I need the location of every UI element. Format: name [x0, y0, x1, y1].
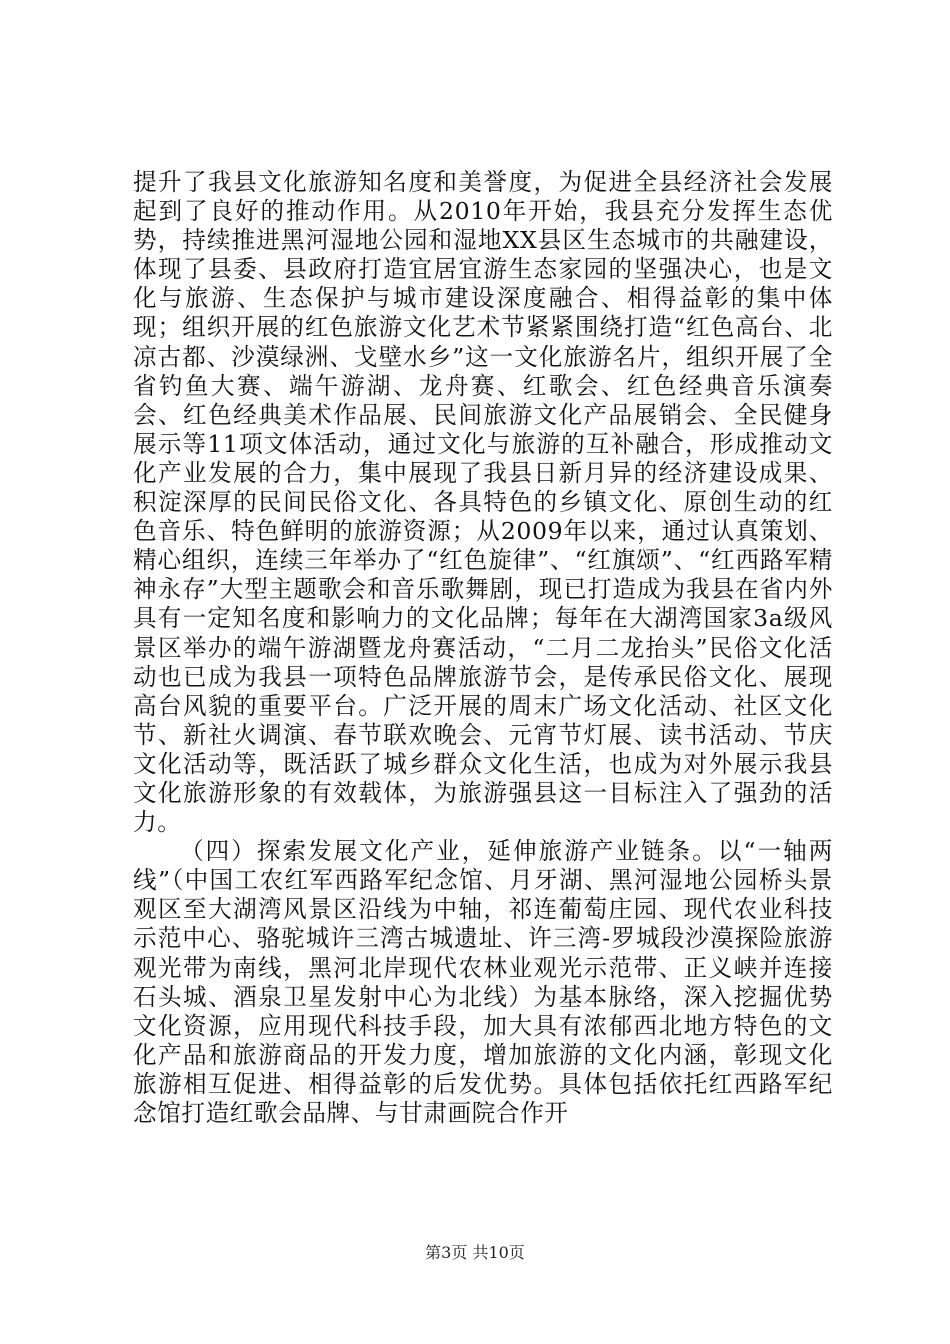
paragraph-1: 提升了我县文化旅游知名度和美誉度，为促进全县经济社会发展起到了良好的推动作用。从2010年开始，我县充分发挥生态优势，持续推进黑河湿地公园和湿地XX县区生态城市的共融建设，体现了县委、县政府打造宜居宜游生态家园的坚强决心，也是文化与旅游、生态保护与城市建设深度融合、相得益彰的集中体现；组织开展的红色旅游文化艺术节紧紧围绕打造“红色高台、北凉古都、沙漠绿洲、戈壁水乡”这一文化旅游名片，组织开展了全省钓鱼大赛、端午游湖、龙舟赛、红歌会、红色经典音乐演奏会、红色经典美术作品展、民间旅游文化产品展销会、全民健身展示等11项文体活动，通过文化与旅游的互补融合，形成推动文化产业发展的合力，集中展现了我县日新月异的经济建设成果、积淀深厚的民间民俗文化、各具特色的乡镇文化、原创生动的红色音乐、特色鲜明的旅游资源；从2009年以来，通过认真策划、精心组织，连续三年举办了“红色旋律”、“红旗颂”、“红西路军精神永存”大型主题歌会和音乐歌舞剧，现已打造成为我县在省内外具有一定知名度和影响力的文化品牌；每年在大湖湾国家3a级风景区举办的端午游湖暨龙舟赛活动，“二月二龙抬头”民俗文化活动也已成为我县一项特色品牌旅游节会，是传承民俗文化、展现高台风貌的重要平台。广泛开展的周末广场文化活动、社区文化节、新社火调演、春节联欢晚会、元宵节灯展、读书活动、节庆文化活动等，既活跃了城乡群众文化生活，也成为对外展示我县文化旅游形象的有效载体，为旅游强县这一目标注入了强劲的活力。 — [133, 168, 833, 837]
body-text — [133, 168, 833, 1128]
paragraph-2: （四）探索发展文化产业，延伸旅游产业链条。以“一轴两线”（中国工农红军西路军纪念馆、月牙湖、黑河湿地公园桥头景观区至大湖湾风景区沿线为中轴，祁连葡萄庄园、现代农业科技示范中心、骆驼城许三湾古城遗址、许三湾-罗城段沙漠探险旅游观光带为南线，黑河北岸现代农林业观光示范带、正义峡并连接石头城、酒泉卫星发射中心为北线）为基本脉络，深入挖掘优势文化资源，应用现代科技手段，加大具有浓郁西北地方特色的文化产品和旅游商品的开发力度，增加旅游的文化内涵，彰现文化旅游相互促进、相得益彰的后发优势。具体包括依托红西路军纪念馆打造红歌会品牌、与甘肃画院合作开 — [133, 837, 833, 1127]
page-number-footer: 第3页 共10页 — [425, 1243, 525, 1262]
